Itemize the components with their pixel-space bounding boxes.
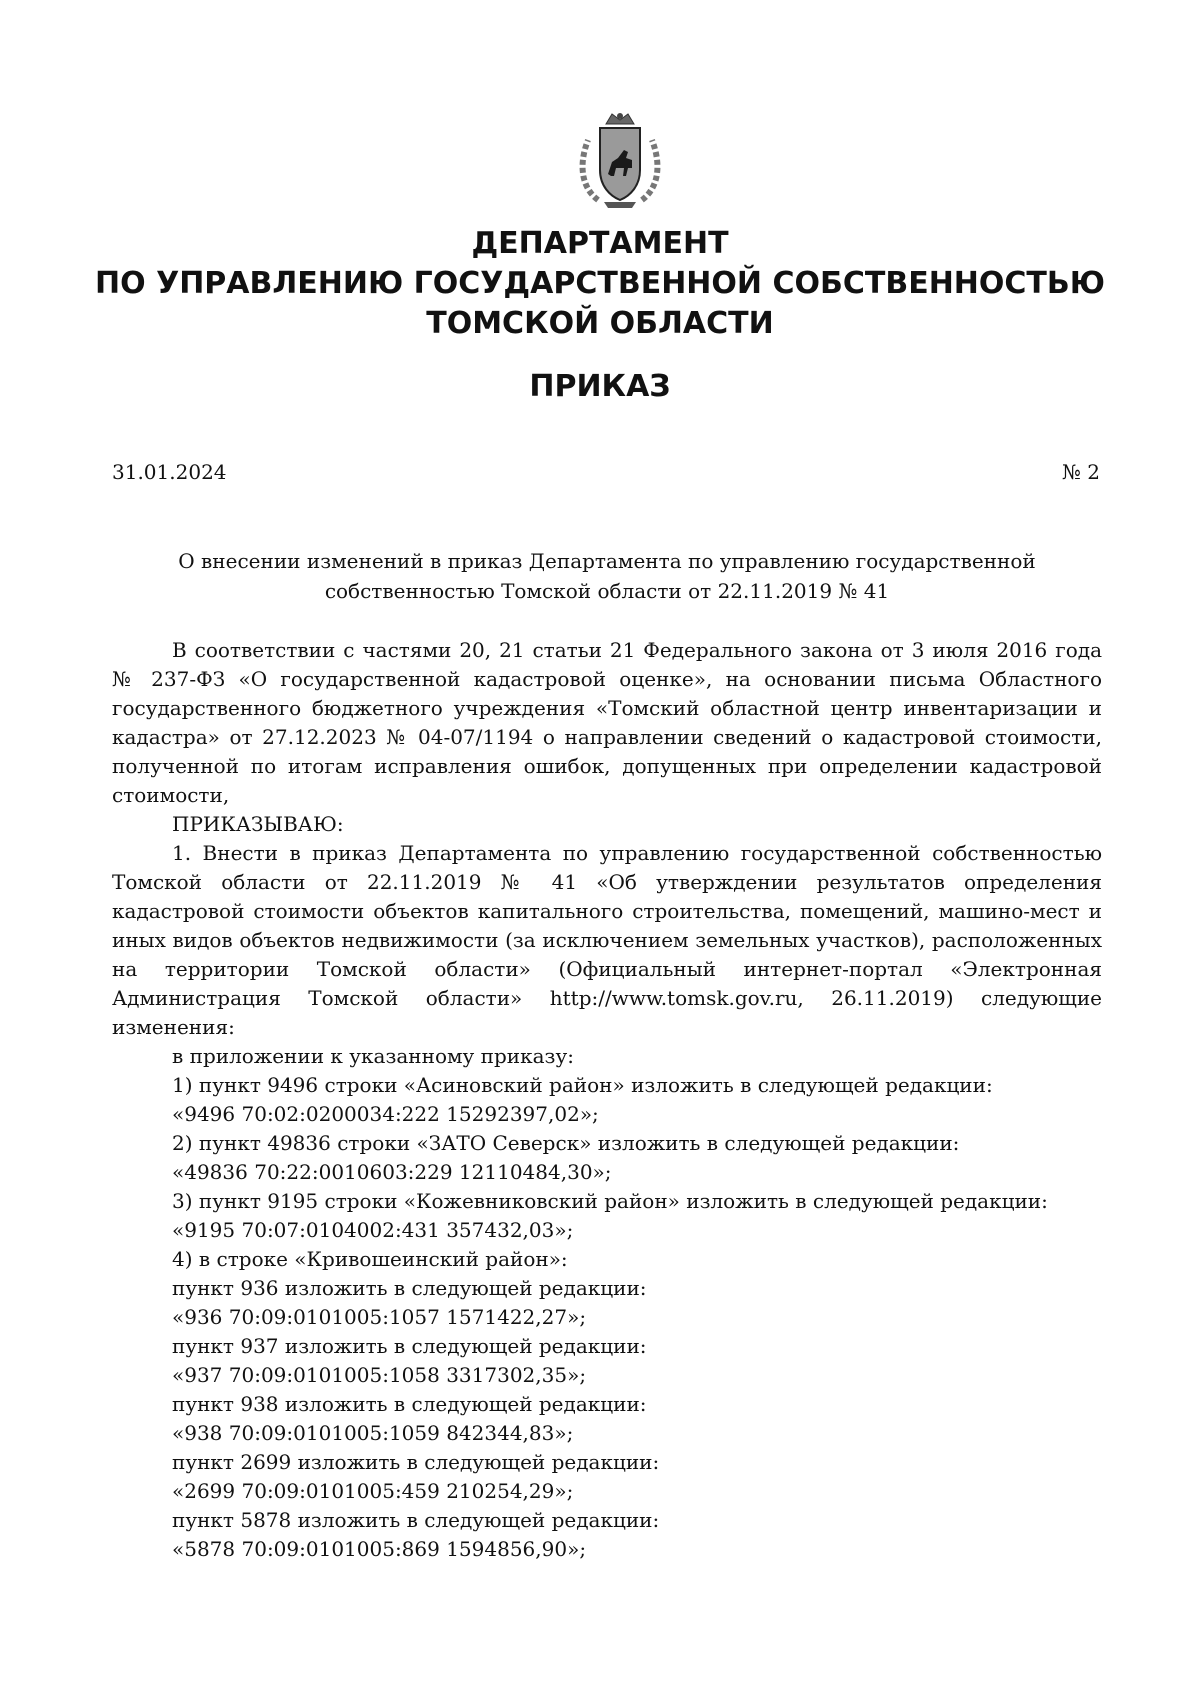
body-line: пункт 938 изложить в следующей редакции: <box>172 1392 647 1416</box>
body-line: 4) в строке «Кривошеинский район»: <box>172 1247 568 1271</box>
order-word: ПРИКАЗЫВАЮ: <box>172 812 344 836</box>
item-1-paragraph: 1. Внести в приказ Департамента по управлению государственной собственностью Томской области от 22.11.2019 № 41 «Об утверждении результатов определения кадастровой стоимости объектов капитального строительства, помещений, машино-мест и иных видов объектов недвижимости (за исключением земельных участков), расположенных на территории Томской области» (Официальный интернет-портал «Электронная Администрация Томской области» http://www.tomsk.gov.ru, 26.11.2019) следующие изменения: <box>112 841 1102 1039</box>
document-type-title: ПРИКАЗ <box>529 369 671 404</box>
department-name-line-2: ПО УПРАВЛЕНИЮ ГОСУДАРСТВЕННОЙ СОБСТВЕННОСТЬЮ <box>95 266 1105 301</box>
body-line: в приложении к указанному приказу: <box>172 1044 574 1068</box>
body-line: «9195 70:07:0104002:431 357432,03»; <box>172 1218 574 1242</box>
department-name-line-3: ТОМСКОЙ ОБЛАСТИ <box>426 306 774 341</box>
body-line: «937 70:09:0101005:1058 3317302,35»; <box>172 1363 587 1387</box>
body-line: пункт 2699 изложить в следующей редакции: <box>172 1450 660 1474</box>
body-line: «2699 70:09:0101005:459 210254,29»; <box>172 1479 574 1503</box>
subject-line-2: собственностью Томской области от 22.11.2019 № 41 <box>324 579 890 603</box>
body-line: пункт 937 изложить в следующей редакции: <box>172 1334 647 1358</box>
preamble-paragraph: В соответствии с частями 20, 21 статьи 21 Федерального закона от 3 июля 2016 года № 237-ФЗ «О государственной кадастровой оценке», на основании письма Областного государственного бюджетного учреждения «Томский областной центр инвентаризации и кадастра» от 27.12.2023 № 04-07/1194 о направлении сведений о кадастровой стоимости, полученной по итогам исправления ошибок, допущенных при определении кадастровой стоимости, <box>112 638 1102 807</box>
body-line: «936 70:09:0101005:1057 1571422,27»; <box>172 1305 587 1329</box>
body-line: пункт 936 изложить в следующей редакции: <box>172 1276 647 1300</box>
order-body <box>112 636 1102 1564</box>
subject-line-1: О внесении изменений в приказ Департамента по управлению государственной <box>178 549 1036 573</box>
body-line: «9496 70:02:0200034:222 15292397,02»; <box>172 1102 599 1126</box>
tomsk-coat-of-arms-icon <box>568 110 672 214</box>
body-line: 1) пункт 9496 строки «Асиновский район» изложить в следующей редакции: <box>172 1073 993 1097</box>
order-subject <box>112 546 1102 606</box>
department-name-line-1: ДЕПАРТАМЕНТ <box>471 226 729 261</box>
body-line: «49836 70:22:0010603:229 12110484,30»; <box>172 1160 612 1184</box>
order-date: 31.01.2024 <box>112 460 227 484</box>
body-line: пункт 5878 изложить в следующей редакции: <box>172 1508 660 1532</box>
body-line: 2) пункт 49836 строки «ЗАТО Северск» изложить в следующей редакции: <box>172 1131 960 1155</box>
order-number: № 2 <box>1061 460 1100 484</box>
body-line: 3) пункт 9195 строки «Кожевниковский район» изложить в следующей редакции: <box>172 1189 1048 1213</box>
body-line: «5878 70:09:0101005:869 1594856,90»; <box>172 1537 587 1561</box>
body-line: «938 70:09:0101005:1059 842344,83»; <box>172 1421 574 1445</box>
